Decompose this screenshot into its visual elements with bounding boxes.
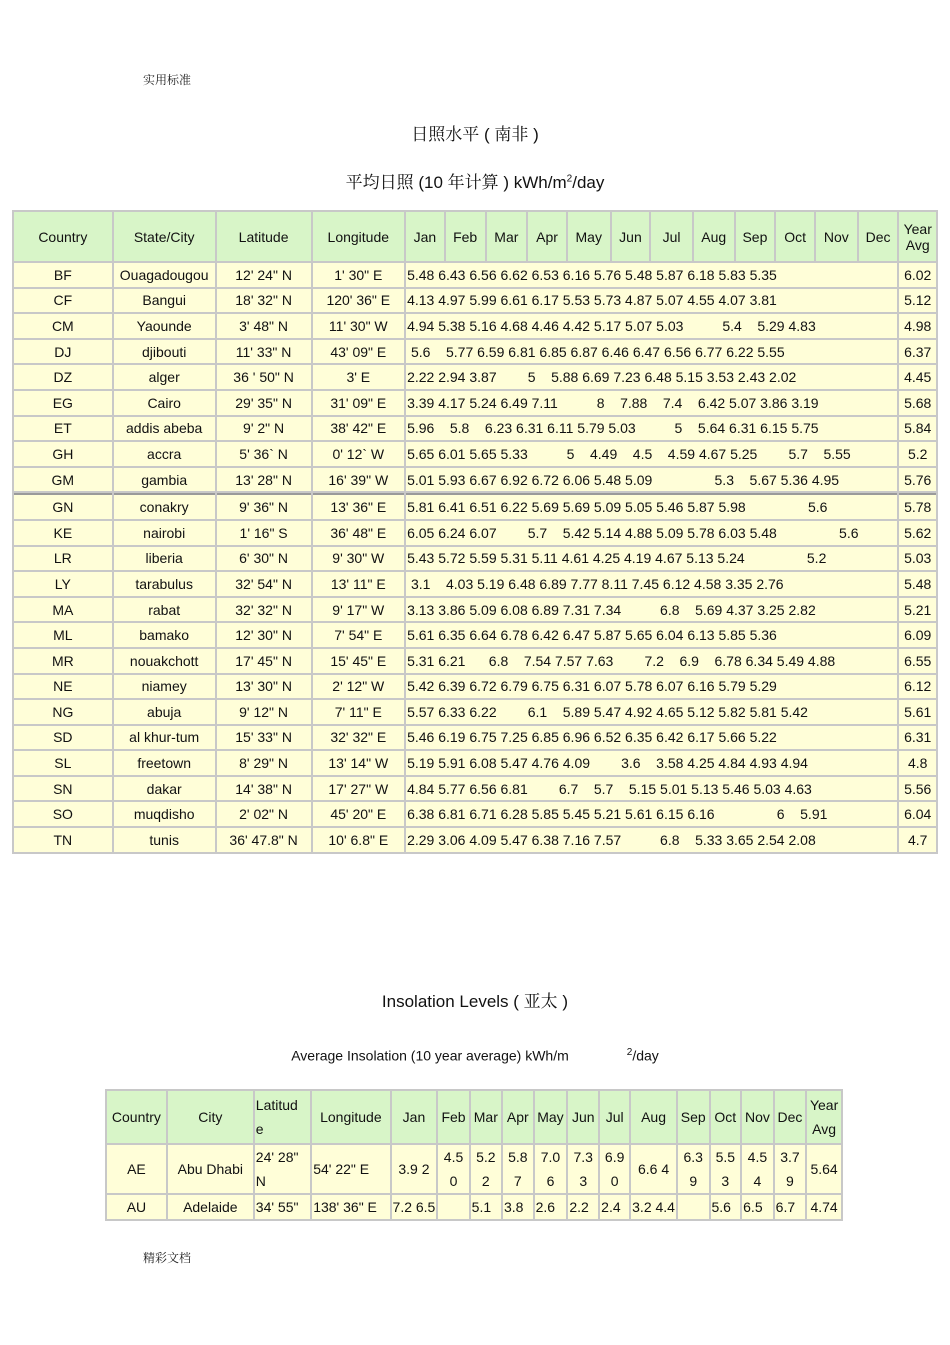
latitude-cell: 8' 29" N [217,751,311,775]
table-row [14,547,936,571]
country-cell: AE [107,1145,166,1193]
latitude-cell: 36' 47.8" N [217,828,311,852]
column-header: Jan [392,1091,437,1143]
column-header: Year Avg [899,212,936,261]
country-cell: DZ [14,365,112,389]
column-header: Jun [568,1091,598,1143]
city-cell: Ouagadougou [114,263,215,287]
country-cell: KE [14,521,112,545]
longitude-cell: 17' 27" W [313,777,405,801]
column-header: Year Avg [807,1091,841,1143]
monthly-values-cell: 5.81 6.41 6.51 6.22 5.69 5.69 5.09 5.05 5.46 5.87 5.98 5.6 [406,493,897,519]
longitude-cell: 31' 09" E [313,391,405,415]
latitude-cell: 5' 36` N [217,442,311,466]
monthly-values-cell: 5.46 6.19 6.75 7.25 6.85 6.96 6.52 6.35 6.42 6.17 5.66 5.22 [406,726,897,750]
longitude-cell: 11' 30" W [313,314,405,338]
monthly-values-cell: 5.43 5.72 5.59 5.31 5.11 4.61 4.25 4.19 4.67 5.13 5.24 5.2 [406,547,897,571]
monthly-values-cell: 3.1 4.03 5.19 6.48 6.89 7.77 8.11 7.45 6.12 4.58 3.35 2.76 [406,572,897,596]
city-cell: freetown [114,751,215,775]
column-header: State/City [114,212,215,261]
city-cell: nouakchott [114,649,215,673]
monthly-values-cell: 5.31 6.21 6.8 7.54 7.57 7.63 7.2 6.9 6.78 6.34 5.49 4.88 [406,649,897,673]
table-row [14,598,936,622]
city-cell: Adelaide [168,1195,253,1219]
city-cell: rabat [114,598,215,622]
table-row [14,417,936,441]
city-cell: niamey [114,675,215,699]
city-cell: Cairo [114,391,215,415]
month-value-cell: 3.9 2 [392,1145,437,1193]
country-cell: SL [14,751,112,775]
column-header: Longitude [312,1091,389,1143]
column-header: Apr [503,1091,533,1143]
year-avg-cell: 5.56 [899,777,936,801]
section1-subtitle-text: 平均日照 (10 年计算 ) kWh/m [345,173,567,192]
monthly-values-cell: 5.65 6.01 5.65 5.33 5 4.49 4.5 4.59 4.67 5.25 5.7 5.55 [406,442,897,466]
month-value-cell: 6.3 9 [678,1145,709,1193]
month-value-cell: 5.5 3 [711,1145,741,1193]
month-value-cell: 2.2 [568,1195,598,1219]
section2-subtitle-text: Average Insolation (10 year average) kWh/m [291,1047,569,1064]
column-header: Mar [487,212,527,261]
table-row [14,314,936,338]
longitude-cell: 36' 48" E [313,521,405,545]
latitude-cell: 3' 48" N [217,314,311,338]
month-value-cell: 7.2 6.5 [392,1195,437,1219]
year-avg-cell: 4.8 [899,751,936,775]
longitude-cell: 43' 09" E [313,340,405,364]
africa-insolation-table [12,210,938,854]
city-cell: djibouti [114,340,215,364]
longitude-cell: 7' 54" E [313,623,405,647]
table-row [14,289,936,313]
footer-note: 精彩文档 [143,1251,192,1265]
latitude-cell: 9' 2" N [217,417,311,441]
superscript: 2 [566,173,573,185]
latitude-cell: 1' 16" S [217,521,311,545]
latitude-cell: 17' 45" N [217,649,311,673]
year-avg-cell: 5.48 [899,572,936,596]
column-header: Dec [859,212,898,261]
latitude-cell: 13' 28" N [217,468,311,492]
city-cell: al khur-tum [114,726,215,750]
monthly-values-cell: 6.05 6.24 6.07 5.7 5.42 5.14 4.88 5.09 5.78 6.03 5.48 5.6 [406,521,897,545]
monthly-values-cell: 5.01 5.93 6.67 6.92 6.72 6.06 5.48 5.09 5.3 5.67 5.36 4.95 [406,468,897,492]
table-row [107,1145,841,1193]
longitude-cell: 9' 30" W [313,547,405,571]
month-value-cell: 6.5 [742,1195,773,1219]
column-header: Latitude [217,212,311,261]
monthly-values-cell: 2.29 3.06 4.09 5.47 6.38 7.16 7.57 6.8 5.33 3.65 2.54 2.08 [406,828,897,852]
latitude-cell: 36 ' 50" N [217,365,311,389]
year-avg-cell: 5.61 [899,700,936,724]
latitude-cell: 12' 24" N [217,263,311,287]
section2-title: Insolation Levels ( 亚太 ) [381,992,569,1011]
section2-subtitle [0,1047,950,1064]
latitude-cell: 24' 28" N [255,1145,310,1193]
latitude-cell: 29' 35" N [217,391,311,415]
longitude-cell: 45' 20" E [313,802,405,826]
year-avg-cell: 4.45 [899,365,936,389]
country-cell: GM [14,468,112,492]
column-header: Latitud e [255,1091,310,1143]
latitude-cell: 32' 54" N [217,572,311,596]
section1-title: 日照水平 ( 南非 ) [411,125,539,144]
city-cell: conakry [114,493,215,519]
monthly-values-cell: 3.39 4.17 5.24 6.49 7.11 8 7.88 7.4 6.42 5.07 3.86 3.19 [406,391,897,415]
year-avg-cell: 6.31 [899,726,936,750]
column-header: Country [107,1091,166,1143]
country-cell: SD [14,726,112,750]
city-cell: tunis [114,828,215,852]
month-value-cell: 2.4 [600,1195,629,1219]
year-avg-cell: 6.12 [899,675,936,699]
monthly-values-cell: 4.94 5.38 5.16 4.68 4.46 4.42 5.17 5.07 5.03 5.4 5.29 4.83 [406,314,897,338]
latitude-cell: 6' 30" N [217,547,311,571]
table-header-row [14,212,936,261]
year-avg-cell: 4.7 [899,828,936,852]
year-avg-cell: 5.84 [899,417,936,441]
latitude-cell: 34' 55" [255,1195,310,1219]
latitude-cell: 15' 33" N [217,726,311,750]
country-cell: CF [14,289,112,313]
monthly-values-cell: 4.84 5.77 6.56 6.81 6.7 5.7 5.15 5.01 5.13 5.46 5.03 4.63 [406,777,897,801]
year-avg-cell: 5.62 [899,521,936,545]
longitude-cell: 7' 11" E [313,700,405,724]
month-value-cell: 2.6 [535,1195,567,1219]
year-avg-cell: 5.03 [899,547,936,571]
longitude-cell: 13' 14" W [313,751,405,775]
table-row [14,828,936,852]
table-row [14,365,936,389]
monthly-values-cell: 4.13 4.97 5.99 6.61 6.17 5.53 5.73 4.87 5.07 4.55 4.07 3.81 [406,289,897,313]
country-cell: LY [14,572,112,596]
column-header: Nov [742,1091,773,1143]
month-value-cell: 3.7 9 [775,1145,806,1193]
monthly-values-cell: 2.22 2.94 3.87 5 5.88 6.69 7.23 6.48 5.15 3.53 2.43 2.02 [406,365,897,389]
city-cell: bamako [114,623,215,647]
monthly-values-cell: 5.42 6.39 6.72 6.79 6.75 6.31 6.07 5.78 6.07 6.16 5.79 5.29 [406,675,897,699]
city-cell: tarabulus [114,572,215,596]
monthly-values-cell: 5.61 6.35 6.64 6.78 6.42 6.47 5.87 5.65 6.04 6.13 5.85 5.36 [406,623,897,647]
longitude-cell: 38' 42" E [313,417,405,441]
city-cell: abuja [114,700,215,724]
country-cell: DJ [14,340,112,364]
city-cell: accra [114,442,215,466]
country-cell: LR [14,547,112,571]
country-cell: BF [14,263,112,287]
month-value-cell: 7.3 3 [568,1145,598,1193]
longitude-cell: 16' 39" W [313,468,405,492]
table-row [14,726,936,750]
asia-pacific-insolation-table [105,1089,843,1221]
longitude-cell: 13' 36" E [313,493,405,519]
country-cell: ET [14,417,112,441]
country-cell: SN [14,777,112,801]
year-avg-cell: 5.68 [899,391,936,415]
city-cell: liberia [114,547,215,571]
month-value-cell: 6.6 4 [631,1145,676,1193]
year-avg-cell: 6.02 [899,263,936,287]
column-header: May [535,1091,567,1143]
table-row [14,777,936,801]
column-header: Jun [612,212,650,261]
latitude-cell: 14' 38" N [217,777,311,801]
year-avg-cell: 4.98 [899,314,936,338]
longitude-cell: 54' 22" E [312,1145,389,1193]
table-row [14,391,936,415]
table-row [14,493,936,519]
month-value-cell: 4.5 0 [438,1145,468,1193]
month-value-cell: 3.8 [503,1195,533,1219]
city-cell: addis abeba [114,417,215,441]
column-header: Dec [775,1091,806,1143]
year-avg-cell: 5.2 [899,442,936,466]
longitude-cell: 120' 36" E [313,289,405,313]
header-note: 实用标准 [143,73,192,87]
table-row [14,751,936,775]
year-avg-cell: 4.74 [807,1195,841,1219]
table-row [14,521,936,545]
column-header: May [568,212,610,261]
latitude-cell: 9' 12" N [217,700,311,724]
monthly-values-cell: 5.6 5.77 6.59 6.81 6.85 6.87 6.46 6.47 6.56 6.77 6.22 5.55 [406,340,897,364]
table-row [107,1195,841,1219]
year-avg-cell: 6.37 [899,340,936,364]
city-cell: nairobi [114,521,215,545]
table-row [14,468,936,492]
country-cell: AU [107,1195,166,1219]
monthly-values-cell: 5.19 5.91 6.08 5.47 4.76 4.09 3.6 3.58 4.25 4.84 4.93 4.94 [406,751,897,775]
column-header: Country [14,212,112,261]
monthly-values-cell: 6.38 6.81 6.71 6.28 5.85 5.45 5.21 5.61 6.15 6.16 6 5.91 [406,802,897,826]
year-avg-cell: 5.64 [807,1145,841,1193]
column-header: City [168,1091,253,1143]
column-header: Longitude [313,212,405,261]
month-value-cell: 3.2 4.4 [631,1195,676,1219]
longitude-cell: 138' 36" E [312,1195,389,1219]
month-value-cell: 6.9 0 [600,1145,629,1193]
month-value-cell: 7.0 6 [535,1145,567,1193]
monthly-values-cell: 5.48 6.43 6.56 6.62 6.53 6.16 5.76 5.48 5.87 6.18 5.83 5.35 [406,263,897,287]
longitude-cell: 1' 30" E [313,263,405,287]
country-cell: NE [14,675,112,699]
year-avg-cell: 6.04 [899,802,936,826]
country-cell: MA [14,598,112,622]
latitude-cell: 2' 02" N [217,802,311,826]
column-header: Jan [406,212,444,261]
section1-subtitle [0,168,950,193]
latitude-cell: 18' 32" N [217,289,311,313]
month-value-cell [678,1195,709,1219]
month-value-cell: 5.6 [711,1195,741,1219]
country-cell: CM [14,314,112,338]
column-header: Apr [528,212,566,261]
table-row [14,442,936,466]
year-avg-cell: 5.76 [899,468,936,492]
city-cell: Abu Dhabi [168,1145,253,1193]
country-cell: GN [14,493,112,519]
table-header-row [107,1091,841,1143]
table-row [14,802,936,826]
latitude-cell: 13' 30" N [217,675,311,699]
longitude-cell: 10' 6.8" E [313,828,405,852]
country-cell: SO [14,802,112,826]
latitude-cell: 11' 33" N [217,340,311,364]
table-row [14,675,936,699]
city-cell: Bangui [114,289,215,313]
year-avg-cell: 6.09 [899,623,936,647]
month-value-cell: 6.7 [775,1195,806,1219]
longitude-cell: 3' E [313,365,405,389]
column-header: Aug [694,212,734,261]
year-avg-cell: 6.55 [899,649,936,673]
month-value-cell: 4.5 4 [742,1145,773,1193]
longitude-cell: 15' 45" E [313,649,405,673]
table-row [14,572,936,596]
column-header: Mar [471,1091,501,1143]
table-row [14,623,936,647]
column-header: Sep [736,212,775,261]
column-header: Feb [438,1091,468,1143]
longitude-cell: 32' 32" E [313,726,405,750]
table-row [14,340,936,364]
month-value-cell: 5.1 [471,1195,501,1219]
monthly-values-cell: 3.13 3.86 5.09 6.08 6.89 7.31 7.34 6.8 5.69 4.37 3.25 2.82 [406,598,897,622]
month-value-cell [438,1195,468,1219]
column-header: Aug [631,1091,676,1143]
table-row [14,700,936,724]
country-cell: NG [14,700,112,724]
country-cell: MR [14,649,112,673]
month-value-cell: 5.8 7 [503,1145,533,1193]
column-header: Jul [651,212,692,261]
year-avg-cell: 5.21 [899,598,936,622]
year-avg-cell: 5.12 [899,289,936,313]
city-cell: alger [114,365,215,389]
longitude-cell: 0' 12` W [313,442,405,466]
city-cell: gambia [114,468,215,492]
country-cell: TN [14,828,112,852]
city-cell: muqdisho [114,802,215,826]
column-header: Jul [600,1091,629,1143]
monthly-values-cell: 5.96 5.8 6.23 6.31 6.11 5.79 5.03 5 5.64 6.31 6.15 5.75 [406,417,897,441]
column-header: Feb [446,212,485,261]
section1-subtitle-unit: /day [572,173,605,192]
table-row [14,649,936,673]
country-cell: ML [14,623,112,647]
country-cell: EG [14,391,112,415]
monthly-values-cell: 5.57 6.33 6.22 6.1 5.89 5.47 4.92 4.65 5.12 5.82 5.81 5.42 [406,700,897,724]
section2-subtitle-unit: /day [632,1047,659,1064]
column-header: Oct [711,1091,741,1143]
latitude-cell: 9' 36" N [217,493,311,519]
longitude-cell: 9' 17" W [313,598,405,622]
year-avg-cell: 5.78 [899,493,936,519]
month-value-cell: 5.2 2 [471,1145,501,1193]
latitude-cell: 12' 30" N [217,623,311,647]
latitude-cell: 32' 32" N [217,598,311,622]
longitude-cell: 2' 12" W [313,675,405,699]
column-header: Sep [678,1091,709,1143]
longitude-cell: 13' 11" E [313,572,405,596]
country-cell: GH [14,442,112,466]
city-cell: dakar [114,777,215,801]
city-cell: Yaounde [114,314,215,338]
superscript: 2 [626,1047,633,1058]
column-header: Nov [816,212,857,261]
column-header: Oct [776,212,814,261]
table-row [14,263,936,287]
